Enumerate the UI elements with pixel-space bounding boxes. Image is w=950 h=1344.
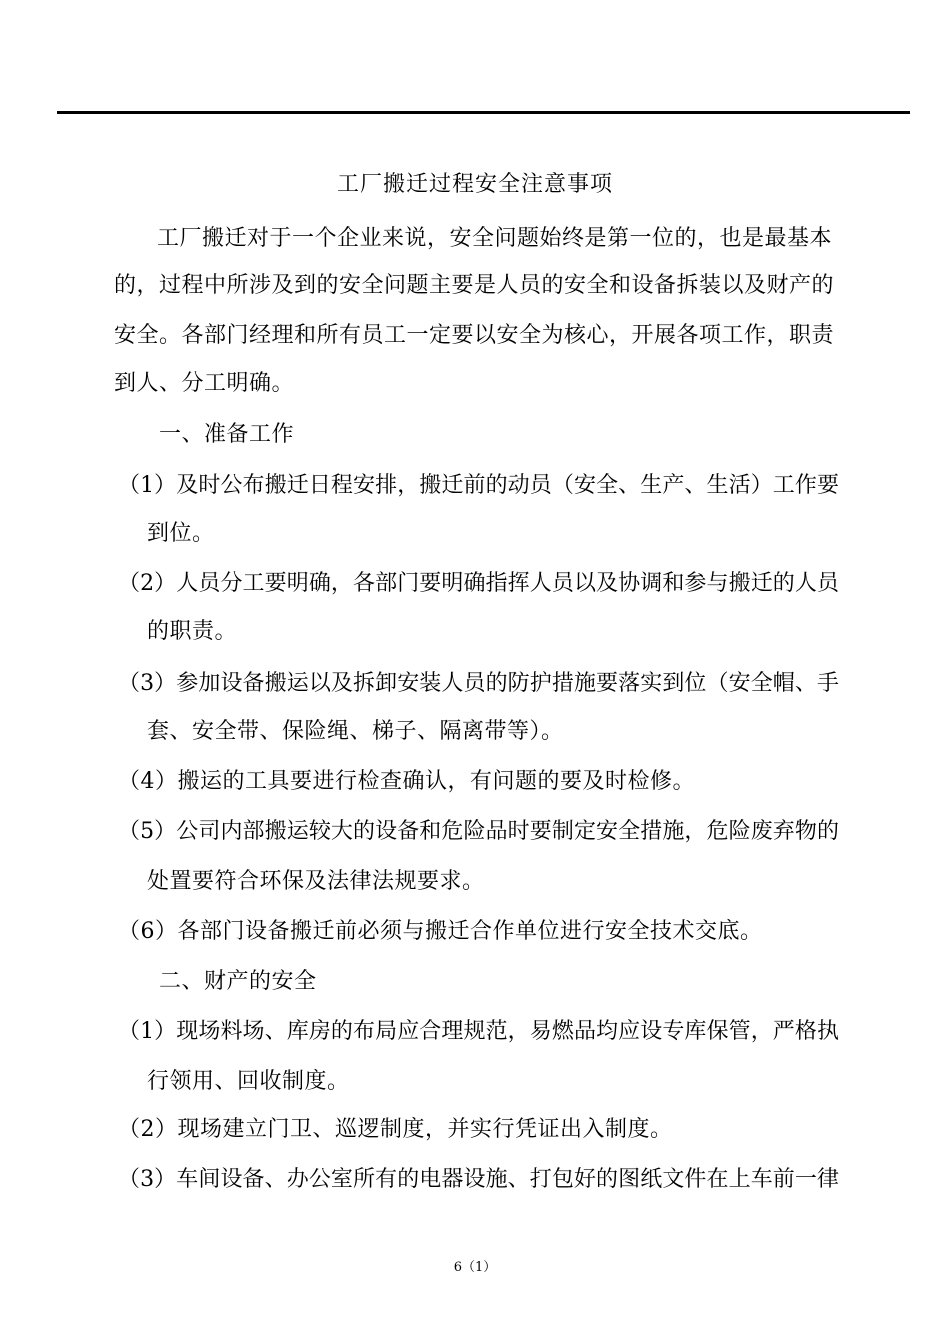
list-item-line: （1）现场料场、库房的布局应合理规范，易燃品均应设专库保管，严格执 — [118, 1019, 840, 1044]
document-title: 工厂搬迁过程安全注意事项 — [336, 172, 613, 197]
list-item-line: （1）及时公布搬迁日程安排，搬迁前的动员（安全、生产、生活）工作要 — [118, 473, 840, 498]
list-item-line: （2）现场建立门卫、巡逻制度，并实行凭证出入制度。 — [118, 1117, 673, 1142]
list-item-line: 到位。 — [147, 521, 215, 546]
list-item-line: 行领用、回收制度。 — [147, 1069, 350, 1094]
intro-line: 到人、分工明确。 — [114, 371, 295, 396]
section-heading: 一、准备工作 — [159, 422, 295, 447]
intro-line: 工厂搬迁对于一个企业来说，安全问题始终是第一位的，也是最基本 — [157, 226, 833, 251]
list-item-line: （2）人员分工要明确，各部门要明确指挥人员以及协调和参与搬迁的人员 — [118, 571, 840, 596]
page-number: 6（1） — [453, 1260, 497, 1275]
list-item-line: （4）搬运的工具要进行检查确认，有问题的要及时检修。 — [118, 769, 695, 794]
intro-line: 安全。各部门经理和所有员工一定要以安全为核心，开展各项工作，职责 — [114, 323, 835, 348]
list-item-line: （6）各部门设备搬迁前必须与搬迁合作单位进行安全技术交底。 — [118, 919, 763, 944]
section-heading: 二、财产的安全 — [159, 969, 317, 994]
list-item-line: （3）车间设备、办公室所有的电器设施、打包好的图纸文件在上车前一律 — [118, 1167, 840, 1192]
list-item-line: 套、安全带、保险绳、梯子、隔离带等）。 — [147, 719, 564, 744]
list-item-line: （5）公司内部搬运较大的设备和危险品时要制定安全措施，危险废弃物的 — [118, 819, 840, 844]
list-item-line: 处置要符合环保及法律法规要求。 — [147, 869, 485, 894]
list-item-line: 的职责。 — [147, 619, 238, 644]
intro-line: 的，过程中所涉及到的安全问题主要是人员的安全和设备拆装以及财产的 — [114, 273, 835, 298]
list-item-line: （3）参加设备搬运以及拆卸安装人员的防护措施要落实到位（安全帽、手 — [118, 671, 840, 696]
header-rule — [57, 111, 910, 114]
